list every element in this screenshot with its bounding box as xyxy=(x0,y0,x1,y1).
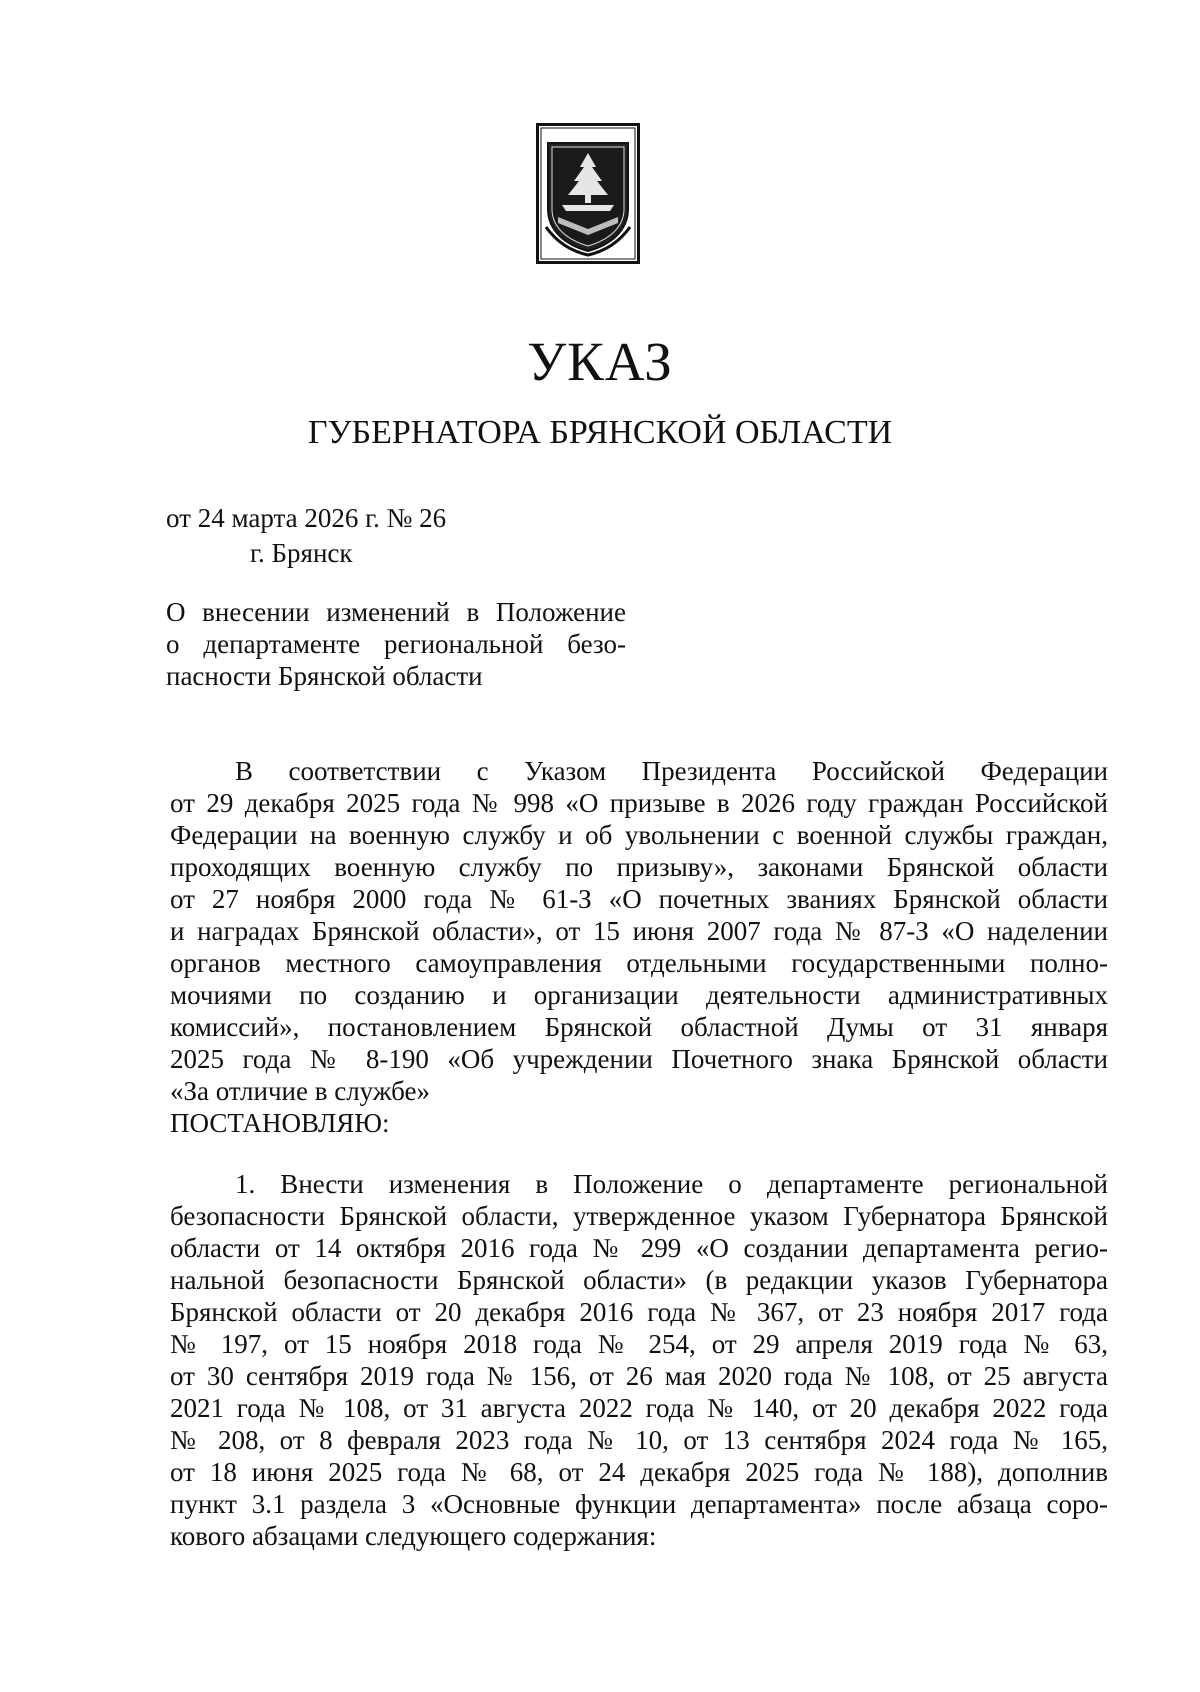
text-line: № 197, от 15 ноября 2018 года № 254, от 29 апреля 2019 года № 63, xyxy=(170,1329,1108,1359)
text-line: № 208, от 8 февраля 2023 года № 10, от 13 сентября 2024 года № 165, xyxy=(170,1425,1108,1455)
document-title: УКАЗ xyxy=(527,331,673,392)
text-line: безопасности Брянской области, утвержденное указом Губернатора Брянской xyxy=(170,1201,1108,1231)
date-number-line: от 24 марта 2026 г. № 26 xyxy=(166,503,447,533)
text-line: Федерации на военную службу и об увольнении с военной службы граждан, xyxy=(170,820,1108,850)
text-line: проходящих военную службу по призыву», законами Брянской области xyxy=(170,852,1108,882)
city-line: г. Брянск xyxy=(250,538,353,568)
text-line: от 27 ноября 2000 года № 61-З «О почетных званиях Брянской области xyxy=(170,884,1108,914)
text-line: органов местного самоуправления отдельными государственными полно- xyxy=(170,948,1108,978)
heading-line: о департаменте региональной безо- xyxy=(166,629,626,659)
text-line: кового абзацами следующего содержания: xyxy=(170,1521,657,1551)
text-line: В соответствии с Указом Президента Российской Федерации xyxy=(235,756,1108,786)
text-line: от 29 декабря 2025 года № 998 «О призыве в 2026 году граждан Российской xyxy=(170,788,1108,818)
document-heading xyxy=(166,596,626,692)
text-line: области от 14 октября 2016 года № 299 «О создании департамента регио- xyxy=(170,1233,1108,1263)
text-line: от 30 сентября 2019 года № 156, от 26 мая 2020 года № 108, от 25 августа xyxy=(170,1361,1108,1391)
text-line: нальной безопасности Брянской области» (в редакции указов Губернатора xyxy=(170,1265,1108,1295)
clause-1-paragraph xyxy=(170,1168,1108,1552)
document-issuer: ГУБЕРНАТОРА БРЯНСКОЙ ОБЛАСТИ xyxy=(307,414,893,451)
text-line: мочиями по созданию и организации деятельности административных xyxy=(170,980,1108,1010)
text-line: 2021 года № 108, от 31 августа 2022 года № 140, от 20 декабря 2022 года xyxy=(170,1393,1108,1423)
text-line: Брянской области от 20 декабря 2016 года № 367, от 23 ноября 2017 года xyxy=(170,1297,1108,1327)
text-line: пункт 3.1 раздела 3 «Основные функции департамента» после абзаца соро- xyxy=(170,1489,1108,1519)
text-line: и наградах Брянской области», от 15 июня 2007 года № 87-З «О наделении xyxy=(170,916,1108,946)
text-line: от 18 июня 2025 года № 68, от 24 декабря 2025 года № 188), дополнив xyxy=(170,1457,1108,1487)
heading-line: О внесении изменений в Положение xyxy=(166,597,626,627)
preamble-paragraph xyxy=(170,755,1108,1139)
heading-line: пасности Брянской области xyxy=(166,661,483,691)
text-line: «За отличие в службе» xyxy=(170,1076,430,1106)
decree-word: ПОСТАНОВЛЯЮ: xyxy=(170,1108,390,1138)
text-line: 2025 года № 8-190 «Об учреждении Почетного знака Брянской области xyxy=(170,1044,1108,1074)
text-line: 1. Внести изменения в Положение о департаменте региональной xyxy=(235,1169,1108,1199)
text-line: комиссий», постановлением Брянской областной Думы от 31 января xyxy=(170,1012,1108,1042)
bryansk-coat-of-arms-icon xyxy=(536,123,640,264)
